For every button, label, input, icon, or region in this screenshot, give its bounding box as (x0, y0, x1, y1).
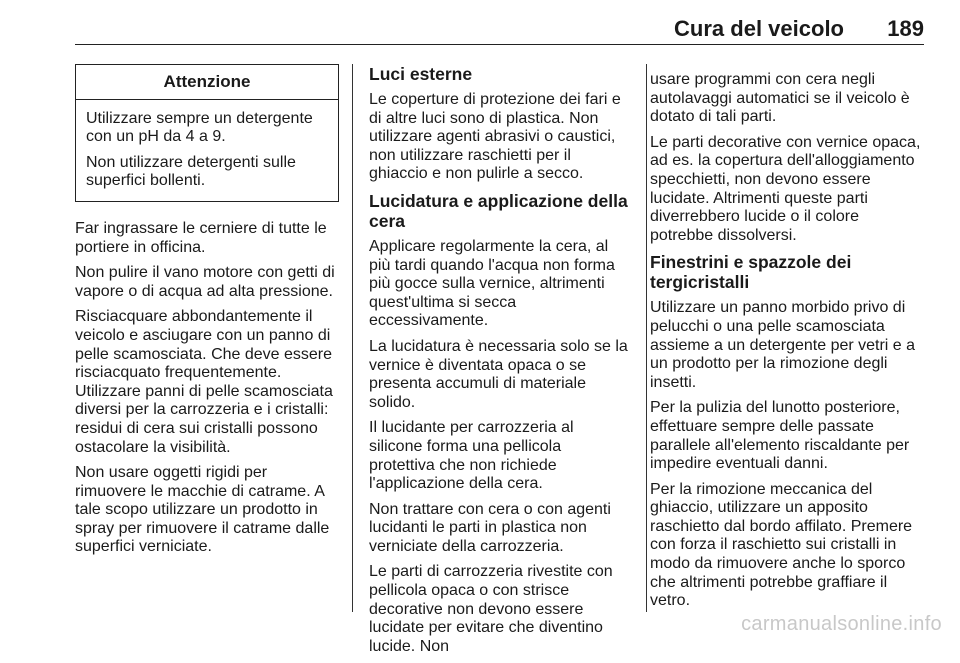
warning-title: Attenzione (76, 65, 338, 100)
paragraph: usare programmi con cera negli autolavaggi automatici se il veicolo è dotato di tali parti. (650, 71, 910, 126)
paragraph: Per la pulizia del lunotto posteriore, effettuare sempre delle passate parallele all'elemento riscaldante per impedire eventuali danni. (650, 399, 910, 473)
column-left (75, 64, 339, 564)
paragraph: Risciacquare abbondantemente il veicolo e asciugare con un panno di pelle scamosciata. Che deve essere risciacquato frequentemente. Utilizzare panni di pelle scamosciata diversi per la carrozzeria e i cristalli: residui di cera sui cristalli possono ostacolare la visibilità. (75, 308, 333, 456)
paragraph: Non trattare con cera o con agenti lucidanti le parti in plastica non verniciate della carrozzeria. (369, 500, 611, 555)
warning-box (75, 64, 339, 202)
paragraph: Il lucidante per carrozzeria al silicone forma una pellicola protettiva che non richiede l'applicazione della cera. (369, 419, 574, 493)
paragraph: Le parti decorative con vernice opaca, ad es. la copertura dell'alloggiamento specchietti, non devono essere lucidate. Altrimenti queste parti diverrebbero lucide o il colore potrebbe dissolversi. (650, 133, 921, 244)
page-header (75, 14, 924, 45)
watermark: carmanualsonline.info (741, 613, 942, 635)
paragraph: Per la rimozione meccanica del ghiaccio, utilizzare un apposito raschietto dal bordo affilato. Premere con forza il raschietto sui cristalli in modo da rimuovere anche lo sporco che altrimenti potrebbe graffiare il vetro. (650, 480, 913, 610)
column-divider (352, 64, 353, 612)
column-middle (369, 64, 631, 663)
paragraph: La lucidatura è necessaria solo se la vernice è diventata opaca o se presenta accumuli di materiale solido. (369, 337, 628, 411)
warning-text: Utilizzare sempre un detergente con un pH da 4 a 9. (86, 109, 313, 146)
paragraph: Utilizzare un panno morbido privo di pelucchi o una pelle scamosciata assieme a un detergente per vetri e a un prodotto per la rimozione degli insetti. (650, 299, 916, 391)
paragraph: Le parti di carrozzeria rivestite con pellicola opaca o con strisce decorative non devono essere lucidate per evitare che diventino lucide. Non (369, 563, 613, 655)
column-divider (646, 64, 647, 612)
paragraph: Non pulire il vano motore con getti di vapore o di acqua ad alta pressione. (75, 264, 335, 300)
section-heading: Lucidatura e applicazione della cera (369, 190, 628, 231)
paragraph: Applicare regolarmente la cera, al più tardi quando l'acqua non forma più gocce sulla vernice, altrimenti quest'ultima si secca eccessivamente. (369, 237, 615, 330)
section-title: Cura del veicolo (674, 16, 844, 41)
section-heading: Finestrini e spazzole dei tergicristalli (650, 252, 852, 293)
page-number: 189 (887, 16, 924, 41)
warning-body (76, 100, 338, 201)
warning-text: Non utilizzare detergenti sulle superfici bollenti. (86, 153, 296, 190)
section-heading: Luci esterne (369, 64, 473, 84)
paragraph: Non usare oggetti rigidi per rimuovere le macchie di catrame. A tale scopo utilizzare un prodotto in spray per rimuovere il catrame dalle superfici verniciate. (75, 464, 330, 556)
paragraph: Le coperture di protezione dei fari e di altre luci sono di plastica. Non utilizzare agenti abrasivi o caustici, non utilizzare raschietti per il ghiaccio e non pulirle a secco. (369, 91, 621, 183)
column-right (650, 71, 926, 618)
paragraph: Far ingrassare le cerniere di tutte le portiere in officina. (75, 219, 327, 256)
